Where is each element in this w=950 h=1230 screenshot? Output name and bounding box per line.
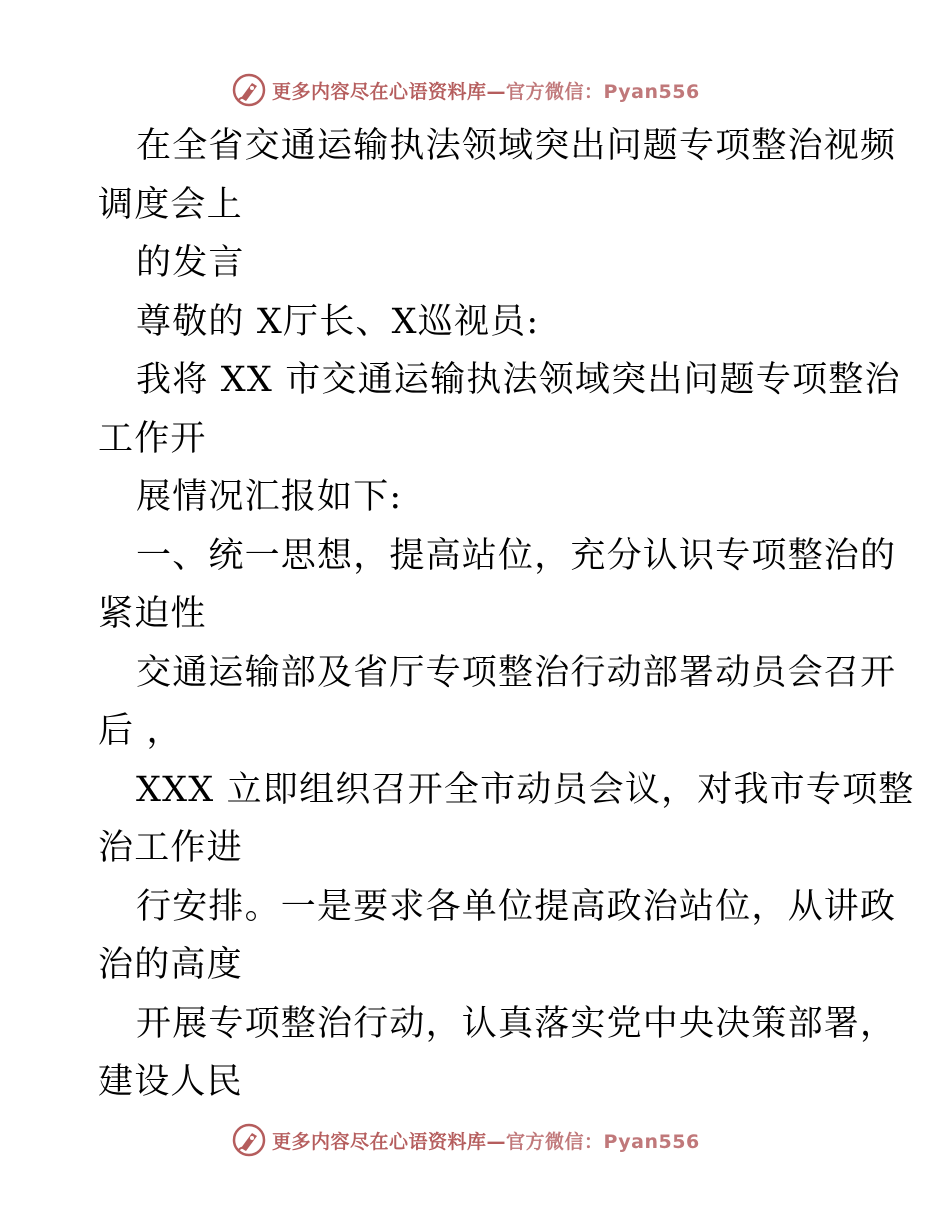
- text-line: 交通运输部及省厅专项整治行动部署动员会召开: [136, 652, 897, 693]
- text-line: 建设人民: [98, 1062, 243, 1102]
- pen-nib-seal-icon: [232, 73, 266, 107]
- text-line: 调度会上: [98, 184, 243, 225]
- text-line: 展情况汇报如下:: [136, 477, 403, 517]
- banner-wechat: 官方微信：Pyan556: [506, 80, 700, 103]
- text-line: 的发言: [136, 243, 245, 283]
- text-line: 后 ，: [98, 711, 183, 751]
- text-line: 尊敬的 X厅长、X巡视员:: [136, 301, 540, 342]
- text-line: 治工作进: [98, 828, 243, 868]
- text-line: 开展专项整治行动，认真落实党中央决策部署，: [136, 1003, 897, 1044]
- text-line: 在全省交通运输执法领域突出问题专项整治视频: [136, 126, 897, 166]
- text-line: 工作开: [98, 418, 207, 459]
- text-line: 我将 XX 市交通运输执法领域突出问题专项整治: [136, 360, 901, 400]
- banner-text: 更多内容尽在心语资料库—官方微信：Pyan556: [272, 1130, 700, 1153]
- banner-text: 更多内容尽在心语资料库—官方微信：Pyan556: [272, 80, 700, 103]
- header-banner: [232, 70, 700, 110]
- footer-banner: [232, 1120, 700, 1160]
- text-line: 紧迫性: [98, 594, 207, 634]
- text-line: XXX 立即组织召开全市动员会议，对我市专项整: [136, 769, 915, 810]
- pen-nib-seal-icon: [232, 1123, 266, 1157]
- banner-wechat: 官方微信：Pyan556: [506, 1130, 700, 1153]
- document-body: [98, 117, 915, 1112]
- text-line: 行安排。一是要求各单位提高政治站位，从讲政: [136, 886, 897, 927]
- text-line: 治的高度: [98, 945, 243, 985]
- text-line: 一、统一思想，提高站位，充分认识专项整治的: [136, 535, 897, 576]
